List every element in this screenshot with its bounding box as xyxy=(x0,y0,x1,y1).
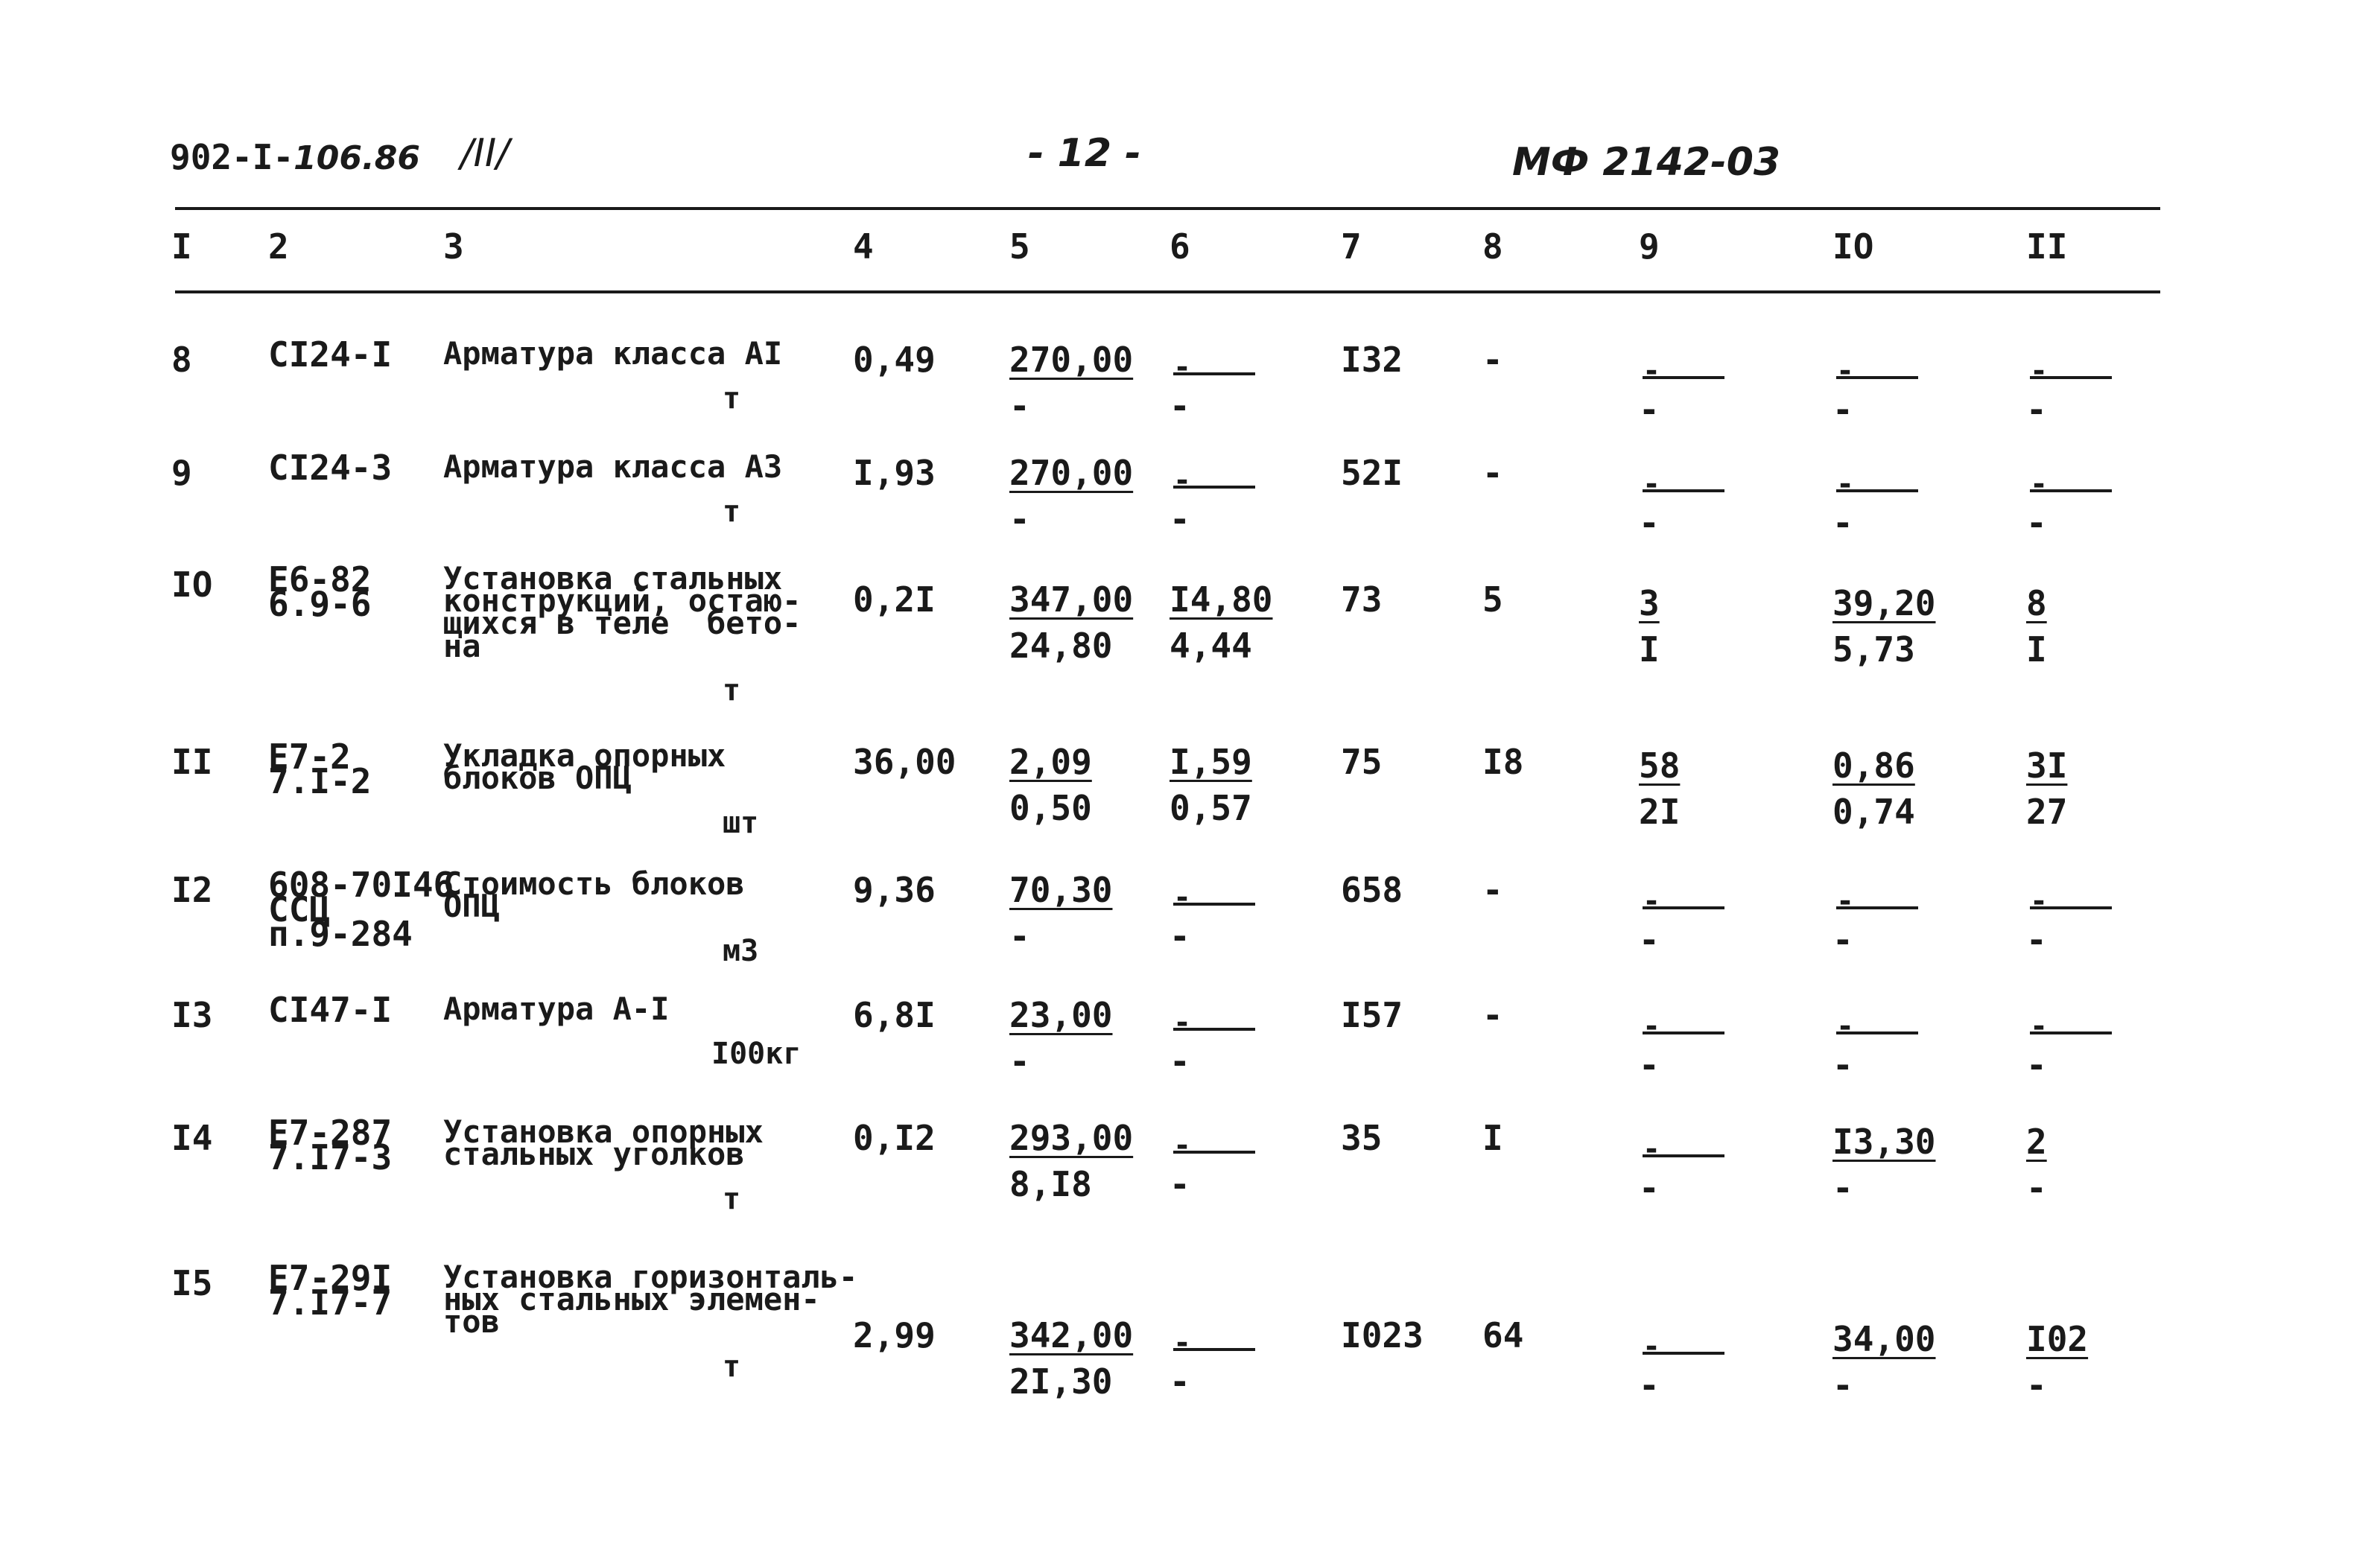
row-col6-top: I,59 xyxy=(1170,742,1252,782)
column-header-5: 5 xyxy=(1009,226,1030,267)
row-col9-top: - xyxy=(1643,884,1661,918)
album-number: /II/ xyxy=(460,131,510,176)
row-col6-top: - xyxy=(1173,350,1192,384)
row-code: 608-70I46 ССЦ п.9-284 xyxy=(268,865,454,955)
column-header-6: 6 xyxy=(1170,226,1190,267)
row-description: Установка опорных стальных уголков xyxy=(443,1113,764,1173)
row-col11-top-dash xyxy=(2030,1009,2112,1043)
row-col6-bottom: - xyxy=(1170,386,1190,426)
row-quantity: 9,36 xyxy=(853,870,936,910)
row-col6-bottom: 4,44 xyxy=(1170,626,1252,666)
row-col5-top: 270,00 xyxy=(1009,453,1134,493)
row-col6-top-dash xyxy=(1173,1005,1255,1040)
column-header-8: 8 xyxy=(1482,226,1503,267)
row-col10-bottom: 5,73 xyxy=(1832,629,1915,670)
header-bottom-rule xyxy=(175,290,2160,293)
row-col5-top: 23,00 xyxy=(1009,995,1113,1035)
row-col11-top: 8 xyxy=(2026,583,2047,623)
row-col10-top: - xyxy=(1836,354,1855,388)
row-col7: 658 xyxy=(1341,870,1403,910)
row-description: Установка стальных конструкций, остаю- щихся в теле бето- на xyxy=(443,560,802,664)
row-col9-bottom: - xyxy=(1639,503,1660,543)
row-col5-top: 342,00 xyxy=(1009,1315,1134,1355)
row-col8: - xyxy=(1482,995,1503,1035)
row-col6-top: - xyxy=(1173,1005,1192,1040)
row-col8: - xyxy=(1482,340,1503,380)
row-quantity: 6,8I xyxy=(853,995,936,1035)
row-col10-bottom: - xyxy=(1832,390,1853,430)
column-header-4: 4 xyxy=(853,226,874,267)
row-col10-bottom: - xyxy=(1832,1045,1853,1085)
row-description: Укладка опорных блоков ОПЦ xyxy=(443,737,726,797)
row-col6-bottom: - xyxy=(1170,916,1190,956)
row-col8: - xyxy=(1482,870,1503,910)
row-col5-bottom: - xyxy=(1009,386,1030,426)
row-col10-top-dash xyxy=(1836,884,1918,918)
row-col8: I xyxy=(1482,1118,1503,1158)
stamp-code: МФ 2142-03 xyxy=(1512,140,1781,185)
row-col9-top-dash xyxy=(1643,467,1724,501)
row-col10-bottom: - xyxy=(1832,920,1853,960)
row-col5-bottom: 8,I8 xyxy=(1009,1164,1092,1204)
row-col8: - xyxy=(1482,453,1503,493)
row-code: CI24-3 xyxy=(268,448,393,488)
row-col6-top-dash xyxy=(1173,350,1255,384)
row-col10-top: - xyxy=(1836,884,1855,918)
row-col5-bottom: 2I,30 xyxy=(1009,1361,1113,1402)
row-col11-top: 3I xyxy=(2026,746,2068,786)
row-col8: 5 xyxy=(1482,579,1503,620)
row-col7: I023 xyxy=(1341,1315,1424,1355)
row-quantity: 0,2I xyxy=(853,579,936,620)
row-col9-bottom: - xyxy=(1639,1365,1660,1405)
document-code-handwritten: 106.86 xyxy=(293,139,420,177)
row-unit: I00кг xyxy=(711,1037,802,1071)
row-col6-top: - xyxy=(1173,880,1192,915)
column-header-11: II xyxy=(2026,226,2068,267)
row-col7: 75 xyxy=(1341,742,1383,782)
row-col10-top: 39,20 xyxy=(1832,583,1936,623)
row-col9-top: 58 xyxy=(1639,746,1681,786)
row-number: I3 xyxy=(171,995,213,1035)
row-col11-top: - xyxy=(2030,1009,2049,1043)
row-quantity: 2,99 xyxy=(853,1315,936,1355)
row-col6-top: - xyxy=(1173,1326,1192,1360)
row-col10-top: - xyxy=(1836,1009,1855,1043)
row-col5-bottom: - xyxy=(1009,916,1030,956)
row-code: CI47-I xyxy=(268,990,393,1030)
row-col9-bottom: I xyxy=(1639,629,1660,670)
row-col9-bottom: - xyxy=(1639,1168,1660,1208)
row-col10-bottom: - xyxy=(1832,1168,1853,1208)
row-col6-top: - xyxy=(1173,1128,1192,1163)
row-col11-top-dash xyxy=(2030,467,2112,501)
row-col9-top: - xyxy=(1643,1132,1661,1166)
column-header-1: I xyxy=(171,226,192,267)
row-col9-top: - xyxy=(1643,1009,1661,1043)
row-col9-top-dash xyxy=(1643,1009,1724,1043)
row-description: Установка горизонталь- ных стальных элемен- тов xyxy=(443,1259,858,1341)
row-col11-bottom: - xyxy=(2026,1168,2047,1208)
header-top-rule xyxy=(175,207,2160,210)
row-col10-top-dash xyxy=(1836,467,1918,501)
row-col11-top-dash xyxy=(2030,354,2112,388)
document-code xyxy=(170,137,420,177)
document-code-prefix: 902-I- xyxy=(170,137,294,177)
row-col9-top: - xyxy=(1643,1329,1661,1364)
row-unit: шт xyxy=(723,806,759,840)
row-col8: I8 xyxy=(1482,742,1524,782)
column-header-7: 7 xyxy=(1341,226,1362,267)
row-col10-top: - xyxy=(1836,467,1855,501)
row-col9-top: - xyxy=(1643,467,1661,501)
row-col7: 35 xyxy=(1341,1118,1383,1158)
row-col11-bottom: - xyxy=(2026,390,2047,430)
row-col11-bottom: I xyxy=(2026,629,2047,670)
row-col6-top-dash xyxy=(1173,1128,1255,1163)
column-header-9: 9 xyxy=(1639,226,1660,267)
row-col6-top-dash xyxy=(1173,463,1255,498)
row-col7: I57 xyxy=(1341,995,1403,1035)
column-header-10: IO xyxy=(1832,226,1874,267)
row-number: 8 xyxy=(171,340,192,380)
row-col7: 52I xyxy=(1341,453,1403,493)
row-number: II xyxy=(171,742,213,782)
row-col9-bottom: - xyxy=(1639,390,1660,430)
row-description: Стоимость блоков ОПЦ xyxy=(443,865,745,925)
row-col10-top-dash xyxy=(1836,1009,1918,1043)
row-number: I2 xyxy=(171,870,213,910)
row-unit: т xyxy=(723,381,741,416)
row-number: I4 xyxy=(171,1118,213,1158)
row-col5-top: 347,00 xyxy=(1009,579,1134,620)
row-col5-bottom: - xyxy=(1009,1041,1030,1081)
row-number: I5 xyxy=(171,1263,213,1303)
row-col6-top-dash xyxy=(1173,1326,1255,1360)
row-col5-top: 270,00 xyxy=(1009,340,1134,380)
row-col6-bottom: 0,57 xyxy=(1170,788,1252,828)
row-col9-top-dash xyxy=(1643,1132,1724,1166)
row-col11-bottom: - xyxy=(2026,920,2047,960)
row-col9-top-dash xyxy=(1643,354,1724,388)
row-code: E7-2 7.I-2 xyxy=(268,737,372,802)
row-col11-top: - xyxy=(2030,884,2049,918)
row-col6-top: I4,80 xyxy=(1170,579,1273,620)
row-col9-top-dash xyxy=(1643,884,1724,918)
row-col5-top: 293,00 xyxy=(1009,1118,1134,1158)
row-col10-bottom: - xyxy=(1832,1365,1853,1405)
row-code: CI24-I xyxy=(268,334,393,375)
column-header-2: 2 xyxy=(268,226,289,267)
row-col6-bottom: - xyxy=(1170,1164,1190,1204)
row-col7: 73 xyxy=(1341,579,1383,620)
row-col11-bottom: - xyxy=(2026,1045,2047,1085)
row-unit: т xyxy=(723,1182,741,1216)
row-col10-top: 0,86 xyxy=(1832,746,1915,786)
row-description: Арматура класса A3 xyxy=(443,448,783,485)
row-col5-top: 70,30 xyxy=(1009,870,1113,910)
row-code: E7-287 7.I7-3 xyxy=(268,1113,393,1178)
row-col9-bottom: - xyxy=(1639,920,1660,960)
row-code: E6-82 6.9-6 xyxy=(268,559,372,625)
row-col6-bottom: - xyxy=(1170,1361,1190,1402)
row-col9-bottom: 2I xyxy=(1639,792,1681,832)
row-col11-top: 2 xyxy=(2026,1122,2047,1162)
row-description: Арматура А-I xyxy=(443,991,670,1027)
row-col11-bottom: - xyxy=(2026,503,2047,543)
row-col11-bottom: 27 xyxy=(2026,792,2068,832)
row-col11-top: - xyxy=(2030,354,2049,388)
row-col5-bottom: 0,50 xyxy=(1009,788,1092,828)
row-col6-bottom: - xyxy=(1170,1041,1190,1081)
row-col11-top: - xyxy=(2030,467,2049,501)
row-col5-bottom: 24,80 xyxy=(1009,626,1113,666)
row-col6-top-dash xyxy=(1173,880,1255,915)
row-col10-bottom: - xyxy=(1832,503,1853,543)
row-col6-top: - xyxy=(1173,463,1192,498)
row-code: E7-29I 7.I7-7 xyxy=(268,1258,393,1323)
column-header-3: 3 xyxy=(443,226,464,267)
row-col11-top-dash xyxy=(2030,884,2112,918)
row-unit: т xyxy=(723,673,741,708)
row-col10-bottom: 0,74 xyxy=(1832,792,1915,832)
row-col10-top: I3,30 xyxy=(1832,1122,1936,1162)
row-unit: т xyxy=(723,495,741,529)
row-col11-bottom: - xyxy=(2026,1365,2047,1405)
row-col10-top-dash xyxy=(1836,354,1918,388)
row-number: IO xyxy=(171,565,213,605)
row-description: Арматура класса AI xyxy=(443,335,783,372)
row-col5-bottom: - xyxy=(1009,499,1030,539)
row-col6-bottom: - xyxy=(1170,499,1190,539)
row-unit: м3 xyxy=(723,934,759,968)
row-quantity: 0,49 xyxy=(853,340,936,380)
page-number: - 12 - xyxy=(1028,131,1141,176)
row-col9-top: - xyxy=(1643,354,1661,388)
row-quantity: I,93 xyxy=(853,453,936,493)
row-unit: т xyxy=(723,1350,741,1384)
row-col9-bottom: - xyxy=(1639,1045,1660,1085)
row-col7: I32 xyxy=(1341,340,1403,380)
row-col9-top-dash xyxy=(1643,1329,1724,1364)
row-col5-top: 2,09 xyxy=(1009,742,1092,782)
row-quantity: 36,00 xyxy=(853,742,956,782)
row-quantity: 0,I2 xyxy=(853,1118,936,1158)
row-col8: 64 xyxy=(1482,1315,1524,1355)
row-col11-top: I02 xyxy=(2026,1319,2089,1359)
row-number: 9 xyxy=(171,453,192,493)
row-col9-top: 3 xyxy=(1639,583,1660,623)
row-col10-top: 34,00 xyxy=(1832,1319,1936,1359)
